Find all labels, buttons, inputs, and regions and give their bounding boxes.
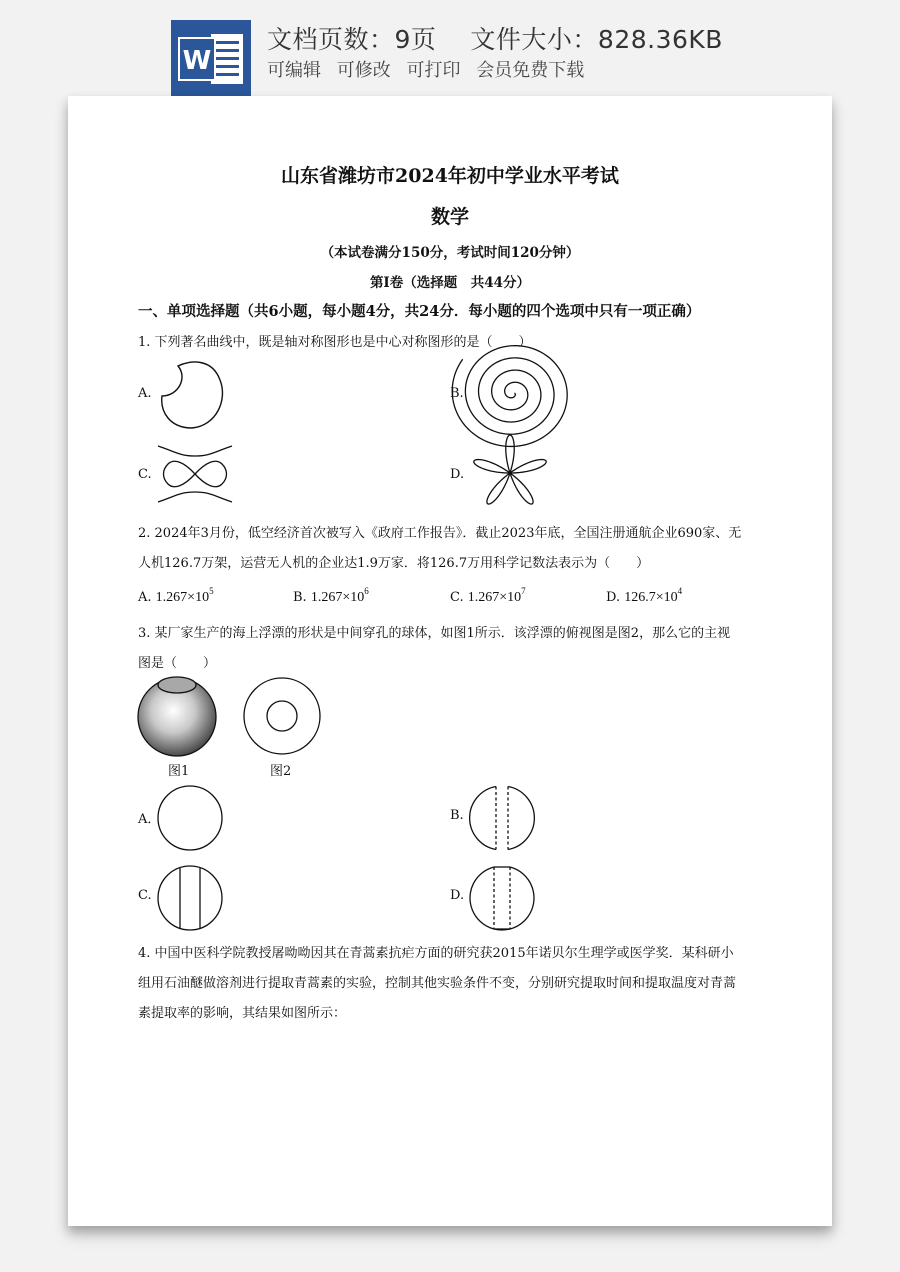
section-title: 一、单项选择题（共6小题，每小题4分，共24分．每小题的四个选项中只有一项正确） xyxy=(138,303,701,320)
exam-title: 山东省潍坊市2024年初中学业水平考试 xyxy=(281,165,619,187)
q2-option-d: D. $126.7\times 10^4$ xyxy=(606,586,683,605)
q3-option-b-split-circle-figure xyxy=(468,784,536,852)
q3-option-d-label: D. xyxy=(450,888,465,903)
file-size: 文件大小：828.36KB xyxy=(470,25,723,54)
q3-option-b-label: B. xyxy=(450,808,464,823)
float-top-view-figure xyxy=(242,676,322,756)
file-info xyxy=(267,20,723,56)
q3-option-a-circle-figure xyxy=(156,784,224,852)
rose-curve-figure xyxy=(468,432,552,514)
question-4-line-2: 组用石油醚做溶剂进行提取青蒿素的实验，控制其他实验条件不变，分别研究提取时间和提取温度对青蒿 xyxy=(138,976,737,991)
q1-option-d-label: D. xyxy=(450,467,465,482)
feature-member-download[interactable]: 会员免费下载 xyxy=(476,60,585,81)
question-3-line-1: 3. 某厂家生产的海上浮漂的形状是中间穿孔的球体，如图1所示．该浮漂的俯视图是图2，那么它的主视 xyxy=(138,626,731,641)
question-3-line-2: 图是（ ） xyxy=(138,656,217,671)
q2-option-b: B. $1.267\times 10^6$ xyxy=(293,586,369,605)
feature-list xyxy=(267,56,594,82)
q2-option-a: A. $1.267\times 10^5$ xyxy=(138,586,214,605)
q3-option-c-solid-lines-figure xyxy=(156,864,224,932)
question-4-line-1: 4. 中国中医科学院教授屠呦呦因其在青蒿素抗疟方面的研究获2015年诺贝尔生理学或医学奖．某科研小 xyxy=(138,946,734,961)
svg-text:W: W xyxy=(182,46,212,76)
lemniscate-curve-figure xyxy=(156,438,234,510)
q3-option-d-dashed-lines-figure xyxy=(468,864,536,932)
spiral-curve-figure xyxy=(468,352,558,434)
question-2-line-1: 2. 2024年3月份，低空经济首次被写入《政府工作报告》．截止2023年底，全国注册通航企业690家、无 xyxy=(138,526,742,541)
q3-option-a-label: A． xyxy=(138,812,161,827)
float-sphere-figure xyxy=(136,674,220,760)
exam-note: （本试卷满分150分，考试时间120分钟） xyxy=(320,245,580,261)
q1-option-a-label: A. xyxy=(138,386,152,401)
figure-2-caption: 图2 xyxy=(270,764,292,779)
question-2-line-2: 人机126.7万架，运营无人机的企业达1.9万家．将126.7万用科学记数法表示为（ ） xyxy=(138,556,650,571)
question-1-text: 1. 下列著名曲线中，既是轴对称图形也是中心对称图形的是（ ） xyxy=(138,335,532,350)
feature-editable: 可编辑 xyxy=(267,60,321,81)
q2-option-c: C. $1.267\times 10^7$ xyxy=(450,586,526,605)
word-document-icon xyxy=(171,20,251,96)
feature-modifiable: 可修改 xyxy=(336,60,391,81)
cardioid-curve-figure xyxy=(156,356,236,436)
question-4-line-3: 素提取率的影响，其结果如图所示： xyxy=(138,1006,347,1021)
part-title: 第Ⅰ卷（选择题 共44分） xyxy=(369,275,531,291)
exam-subject: 数学 xyxy=(430,206,469,228)
feature-printable: 可打印 xyxy=(406,60,461,81)
q1-option-b-label: B. xyxy=(450,386,464,401)
figure-1-caption: 图1 xyxy=(168,764,190,779)
download-banner xyxy=(0,0,900,96)
exam-page xyxy=(68,96,832,1226)
q1-option-c-label: C. xyxy=(138,467,152,482)
q3-option-c-label: C. xyxy=(138,888,152,903)
page-count: 文档页数：9页 xyxy=(267,25,437,54)
